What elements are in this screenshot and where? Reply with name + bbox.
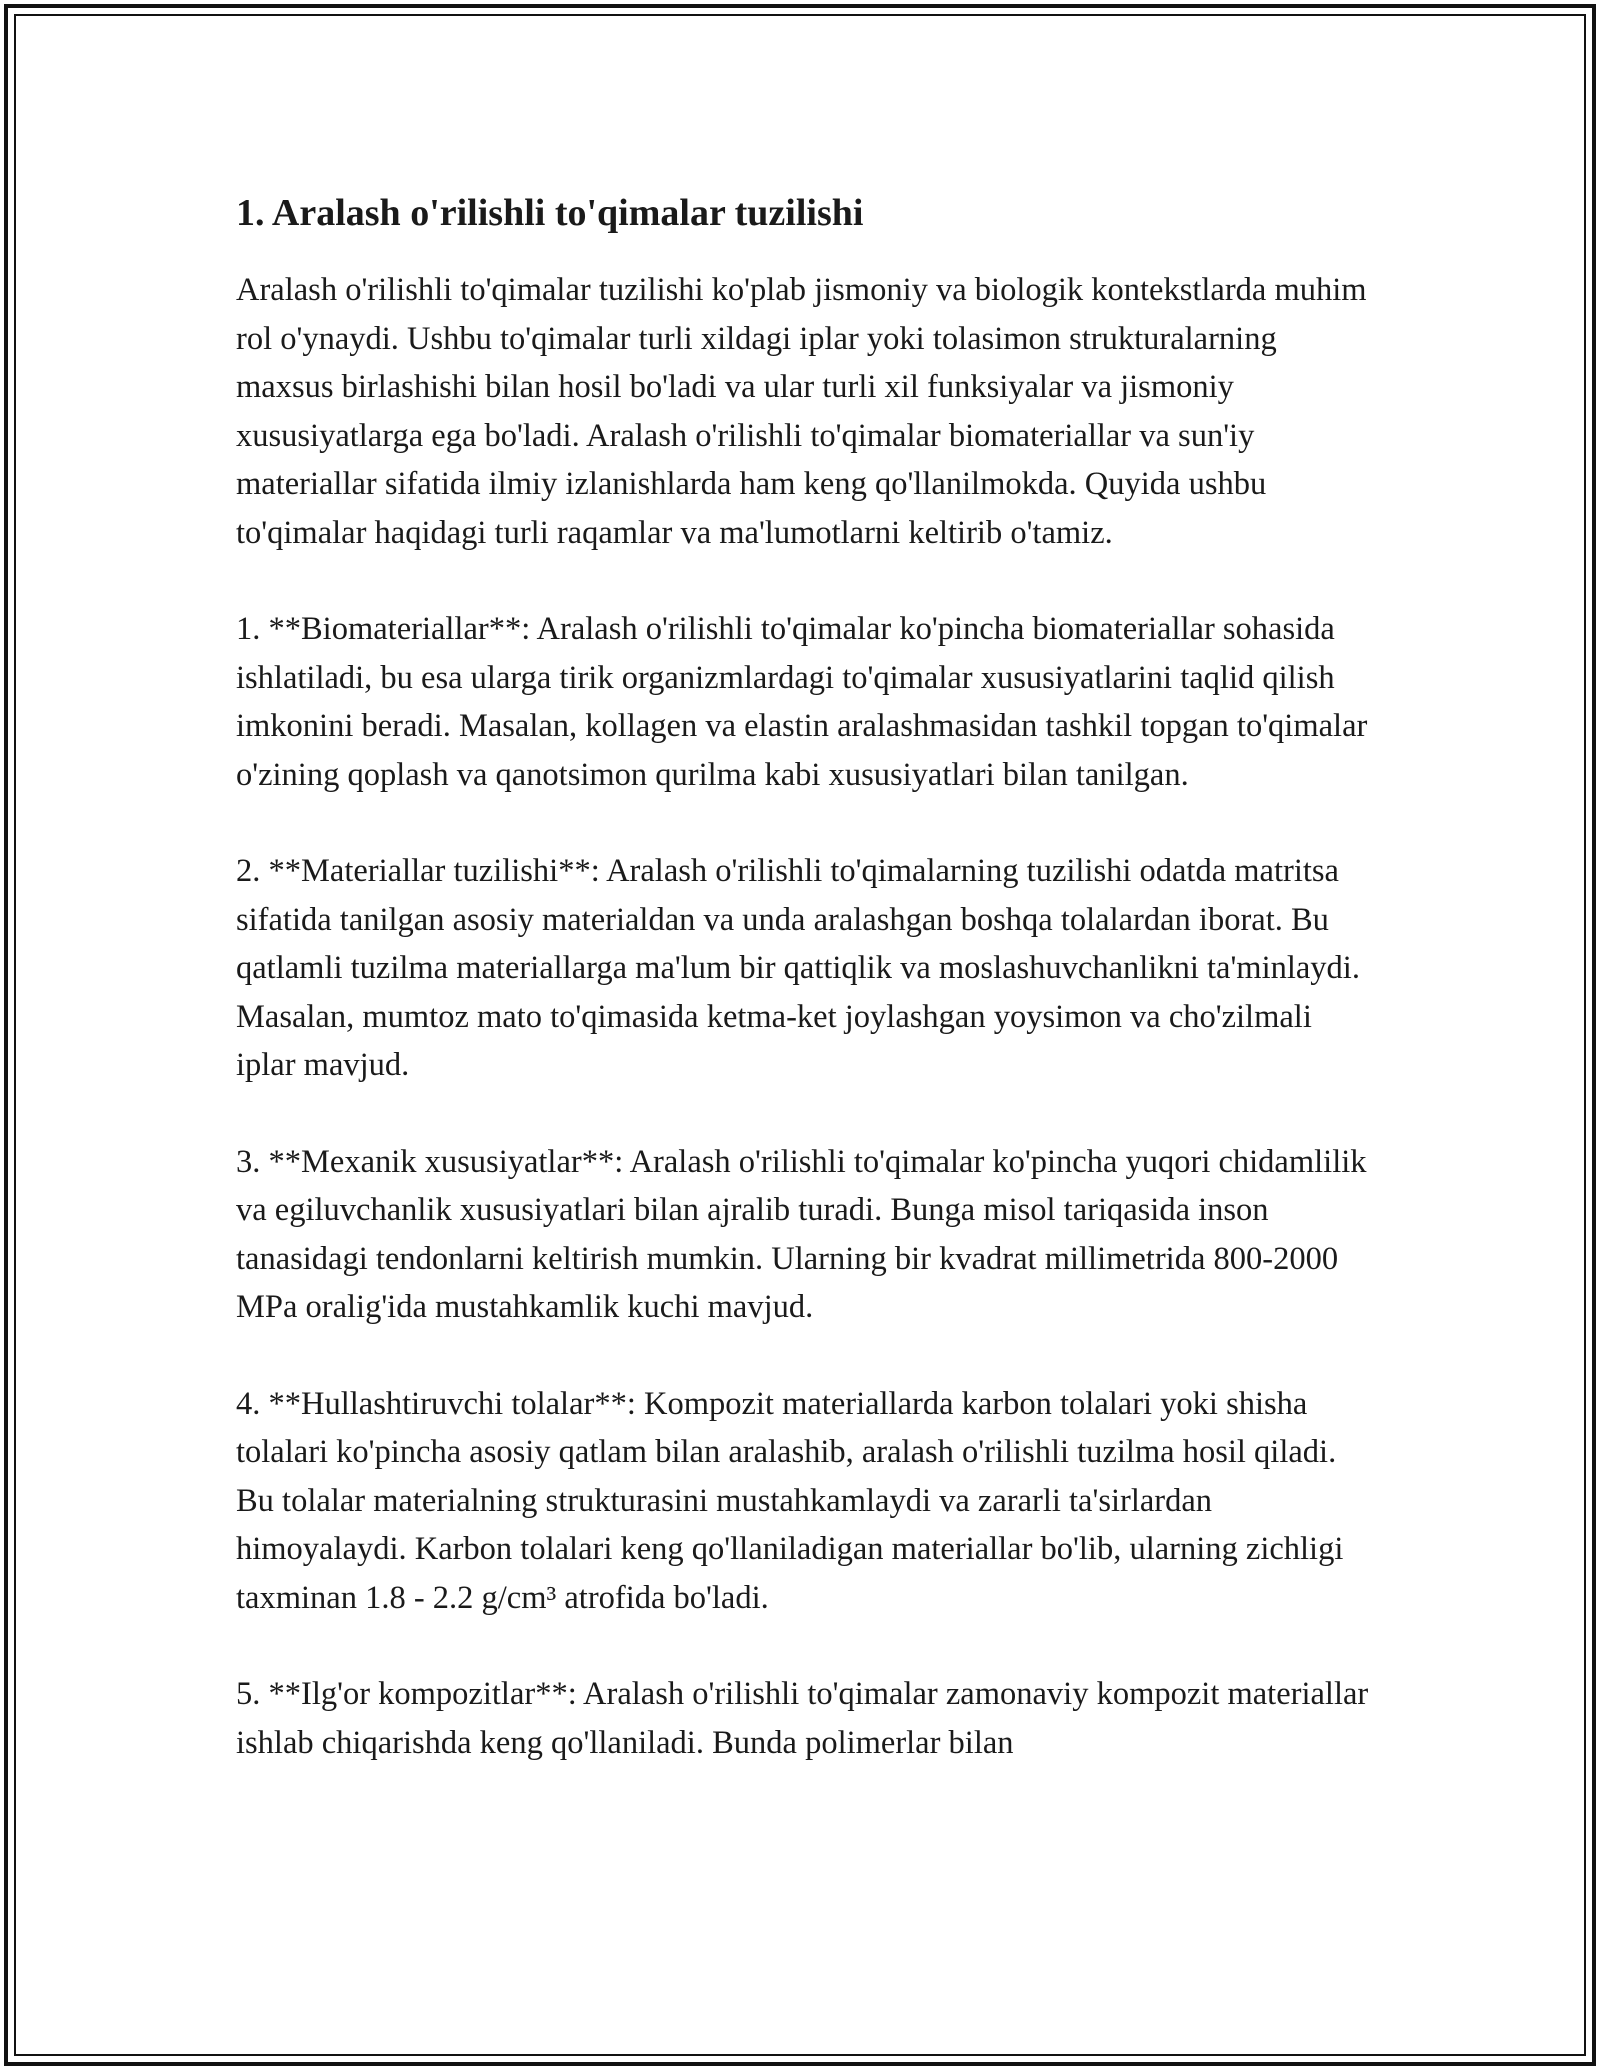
list-item-ilgor-kompozitlar: 5. **Ilg'or kompozitlar**: Aralash o'rilishli to'qimalar zamonaviy kompozit materiallar ishlab chiqarishda keng qo'llaniladi. Bunda polimerlar bilan <box>236 1676 1369 1761</box>
list-item-materiallar-tuzilishi: 2. **Materiallar tuzilishi**: Aralash o'rilishli to'qimalarning tuzilishi odatda matritsa sifatida tanilgan asosiy materialdan va unda aralashgan boshqa tolalardan iborat. Bu qatlamli tuzilma materiallarga ma'lum bir qattiqlik va moslashuvchanlikni ta'minlaydi. Masalan, mumtoz mato to'qimasida ketma-ket joylashgan yoysimon va cho'zilmali iplar mavjud. <box>236 853 1360 1083</box>
list-item-hullashtiruvchi-tolalar: 4. **Hullashtiruvchi tolalar**: Kompozit materiallarda karbon tolalari yoki shisha tolalari ko'pincha asosiy qatlam bilan aralashib, aralash o'rilishli tuzilma hosil qiladi. Bu tolalar materialning strukturasini mustahkamlaydi va zararli ta'sirlardan himoyalaydi. Karbon tolalari keng qo'llaniladigan materiallar bo'lib, ularning zichligi taxminan 1.8 - 2.2 g/cm³ atrofida bo'ladi. <box>236 1385 1344 1616</box>
document-body <box>236 186 1376 1815</box>
list-item-mexanik-xususiyatlar: 3. **Mexanik xususiyatlar**: Aralash o'rilishli to'qimalar ko'pincha yuqori chidamlilik va egiluvchanlik xususiyatlari bilan ajralib turadi. Bunga misol tariqasida inson tanasidagi tendonlarni keltirish mumkin. Ularning bir kvadrat millimetrida 800-2000 MPa oralig'ida mustahkamlik kuchi mavjud. <box>236 1143 1367 1325</box>
list-item-biomateriallar: 1. **Biomateriallar**: Aralash o'rilishli to'qimalar ko'pincha biomateriallar sohasida ishlatiladi, bu esa ularga tirik organizmlardagi to'qimalar xususiyatlarini taqlid qilish imkonini beradi. Masalan, kollagen va elastin aralashmasidan tashkil topgan to'qimalar o'zining qoplash va qanotsimon qurilma kabi xususiyatlari bilan tanilgan. <box>236 611 1368 793</box>
intro-paragraph: Aralash o'rilishli to'qimalar tuzilishi ko'plab jismoniy va biologik kontekstlarda muhim rol o'ynaydi. Ushbu to'qimalar turli xildagi iplar yoki tolasimon strukturalarning maxsus birlashishi bilan hosil bo'ladi va ular turli xil funksiyalar va jismoniy xususiyatlarga ega bo'ladi. Aralash o'rilishli to'qimalar biomateriallar va sun'iy materiallar sifatida ilmiy izlanishlarda ham keng qo'llanilmokda. Quyida ushbu to'qimalar haqidagi turli raqamlar va ma'lumotlarni keltirib o'tamiz. <box>236 272 1367 551</box>
section-heading: 1. Aralash o'rilishli to'qimalar tuzilishi <box>236 192 864 234</box>
